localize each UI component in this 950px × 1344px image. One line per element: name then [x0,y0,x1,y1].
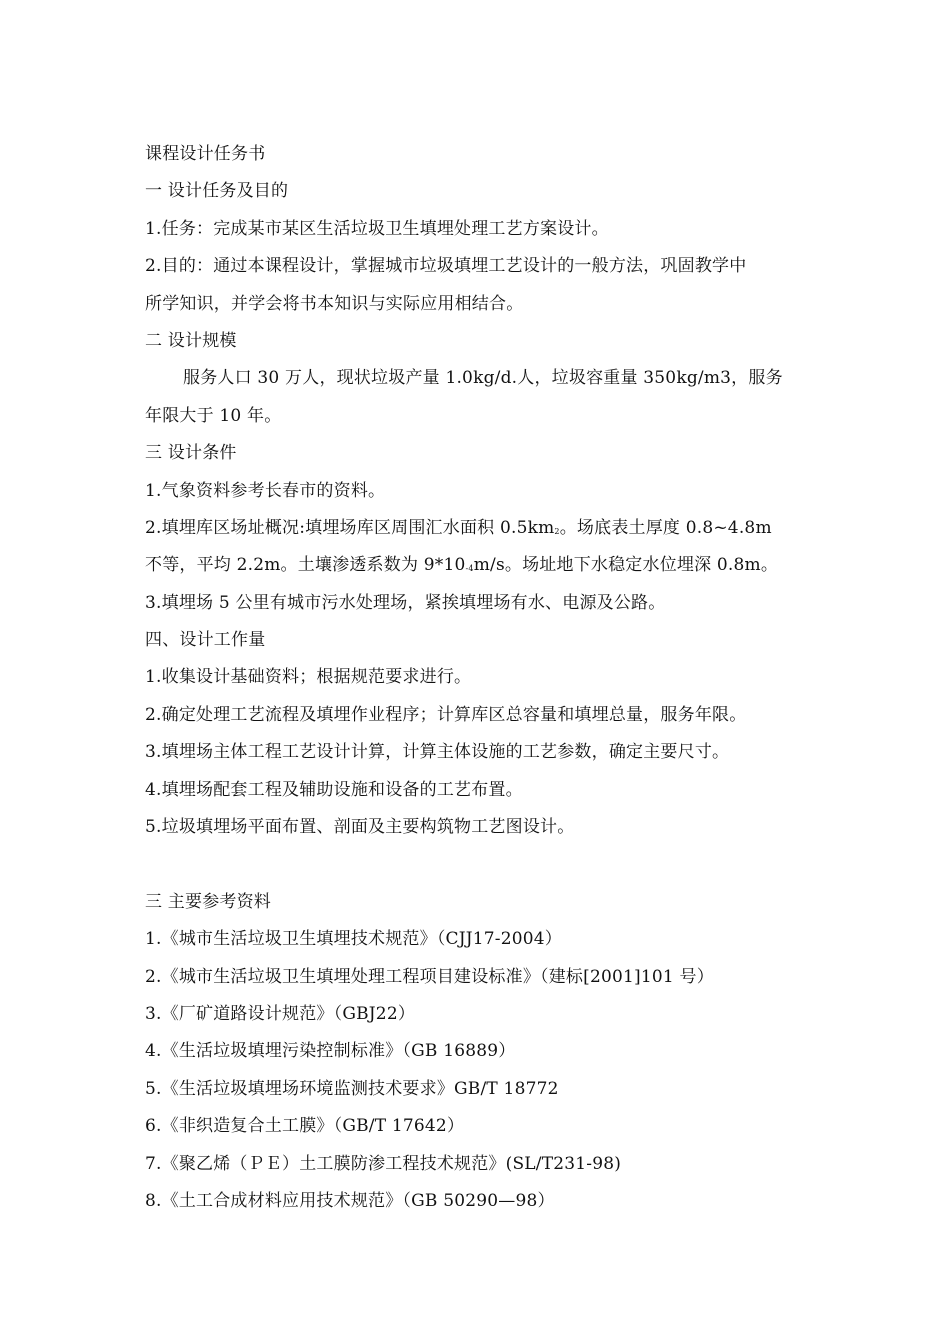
conditions-item-2-line-1 [145,510,815,547]
document-page [145,136,815,1220]
section-heading-task: 一 设计任务及目的 [145,181,289,202]
superscript: 2 [554,526,560,536]
workload-item: 5.垃圾填埋场平面布置、剖面及主要构筑物工艺图设计。 [145,817,575,838]
workload-item: 3.填埋场主体工程工艺设计计算，计算主体设施的工艺参数，确定主要尺寸。 [145,742,730,763]
workload-item: 1.收集设计基础资料；根据规范要求进行。 [145,667,472,688]
purpose-item-line-1: 2.目的：通过本课程设计，掌握城市垃圾填埋工艺设计的一般方法，巩固教学中 [145,256,747,277]
workload-item: 2.确定处理工艺流程及填埋作业程序；计算库区总容量和填埋总量，服务年限。 [145,704,747,725]
reference-item: 7.《聚乙烯（ＰＥ）土工膜防渗工程技术规范》(SL/T231-98) [145,1153,622,1174]
text-run: 。场底表土厚度 0.8~4.8m [559,517,772,538]
document-title: 课程设计任务书 [145,144,266,164]
text-run: m/s。场址地下水稳定水位埋深 0.8m。 [473,555,779,576]
conditions-item-2-line-2 [145,547,815,584]
reference-item: 6.《非织造复合土工膜》（GB/T 17642） [145,1116,465,1137]
scale-paragraph-line-1: 服务人口 30 万人，现状垃圾产量 1.0kg/d.人，垃圾容重量 350kg/m3，服务 [183,368,783,389]
reference-item: 5.《生活垃圾填埋场环境监测技术要求》GB/T 18772 [145,1078,559,1099]
reference-item: 3.《厂矿道路设计规范》（GBJ22） [145,1003,416,1024]
scale-paragraph-line-2: 年限大于 10 年。 [145,405,282,426]
section-heading-conditions: 三 设计条件 [145,443,237,464]
section-heading-scale: 二 设计规模 [145,330,237,351]
purpose-item-line-2: 所学知识，并学会将书本知识与实际应用相结合。 [145,293,524,314]
text-run: 2.填埋库区场址概况:填埋场库区周围汇水面积 0.5km [145,517,555,538]
section-heading-workload: 四、设计工作量 [145,630,266,651]
reference-item: 4.《生活垃圾填埋污染控制标准》（GB 16889） [145,1041,516,1062]
text-run: 不等，平均 2.2m。土壤渗透系数为 9*10 [145,555,466,576]
reference-item: 1.《城市生活垃圾卫生填埋技术规范》（CJJ17-2004） [145,929,562,950]
task-item: 1.任务：完成某市某区生活垃圾卫生填埋处理工艺方案设计。 [145,218,609,239]
superscript: -4 [465,564,474,574]
conditions-item-1: 1.气象资料参考长春市的资料。 [145,480,386,501]
reference-item: 8.《土工合成材料应用技术规范》（GB 50290—98） [145,1190,555,1211]
section-heading-references: 三 主要参考资料 [145,891,272,912]
conditions-item-3: 3.填埋场 5 公里有城市污水处理场，紧挨填埋场有水、电源及公路。 [145,592,666,613]
reference-item: 2.《城市生活垃圾卫生填埋处理工程项目建设标准》（建标[2001]101 号） [145,966,714,987]
blank-line [145,846,815,883]
workload-item: 4.填埋场配套工程及辅助设施和设备的工艺布置。 [145,779,523,800]
